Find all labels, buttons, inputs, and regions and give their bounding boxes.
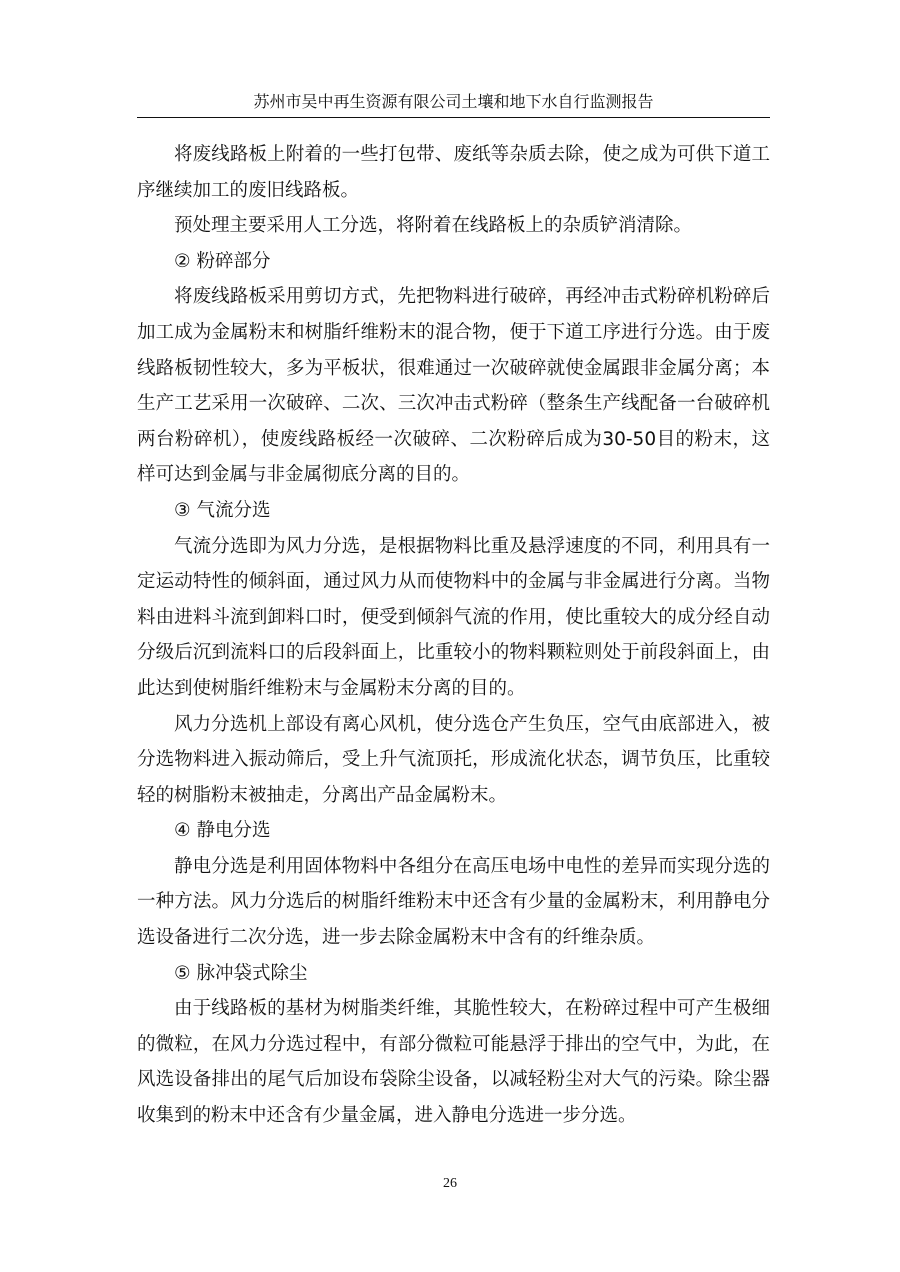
paragraph-pretreatment-method: 预处理主要采用人工分选，将附着在线路板上的杂质铲消清除。 bbox=[174, 215, 693, 237]
paragraph-air-separation: 气流分选即为风力分选，是根据物料比重及悬浮速度的不同，利用具有一定运动特性的倾斜面，通过风力从而使物料中的金属与非金属进行分离。当物料由进料斗流到卸料口时，便受到倾斜气流的作用，使比重较大的成分经自动分级后沉到流料口的后段斜面上，比重较小的物料颗粒则处于前段斜面上，由此达到使树脂纤维粉末与金属粉末分离的目的。 bbox=[137, 535, 770, 699]
paragraph-crushing: 将废线路板采用剪切方式，先把物料进行破碎，再经冲击式粉碎机粉碎后加工成为金属粉末和树脂纤维粉末的混合物，便于下道工序进行分选。由于废线路板韧性较大，多为平板状，很难通过一次破碎就使金属跟非金属分离；本生产工艺采用一次破碎、二次、三次冲击式粉碎（整条生产线配备一台破碎机两台粉碎机），使废线路板经一次破碎、二次粉碎后成为30-50目的粉末，这样可达到金属与非金属彻底分离的目的。 bbox=[137, 286, 770, 486]
section-heading-crushing: ② 粉碎部分 bbox=[174, 250, 271, 272]
paragraph-electrostatic: 静电分选是利用固体物料中各组分在高压电场中电性的差异而实现分选的一种方法。风力分选后的树脂纤维粉末中还含有少量的金属粉末，利用静电分选设备进行二次分选，进一步去除金属粉末中含有的纤维杂质。 bbox=[137, 855, 770, 949]
page-number: 26 bbox=[443, 1176, 457, 1191]
body-text bbox=[137, 137, 770, 1134]
running-header: 苏州市吴中再生资源有限公司土壤和地下水自行监测报告 bbox=[253, 92, 654, 111]
section-heading-dust-removal: ⑤ 脉冲袋式除尘 bbox=[174, 962, 308, 984]
paragraph-air-separator: 风力分选机上部设有离心风机，使分选仓产生负压，空气由底部进入，被分选物料进入振动筛后，受上升气流顶托，形成流化状态，调节负压，比重较轻的树脂粉末被抽走，分离出产品金属粉末。 bbox=[137, 713, 770, 806]
header-divider bbox=[137, 117, 770, 118]
section-heading-electrostatic: ④ 静电分选 bbox=[174, 820, 271, 842]
section-heading-air-separation: ③ 气流分选 bbox=[174, 499, 271, 521]
paragraph-dust-removal: 由于线路板的基材为树脂类纤维，其脆性较大，在粉碎过程中可产生极细的微粒，在风力分选过程中，有部分微粒可能悬浮于排出的空气中，为此，在风选设备排出的尾气后加设布袋除尘设备，以减轻粉尘对大气的污染。除尘器收集到的粉末中还含有少量金属，进入静电分选进一步分选。 bbox=[137, 998, 770, 1127]
paragraph-pretreatment-purpose: 将废线路板上附着的一些打包带、废纸等杂质去除，使之成为可供下道工序继续加工的废旧线路板。 bbox=[137, 144, 770, 201]
